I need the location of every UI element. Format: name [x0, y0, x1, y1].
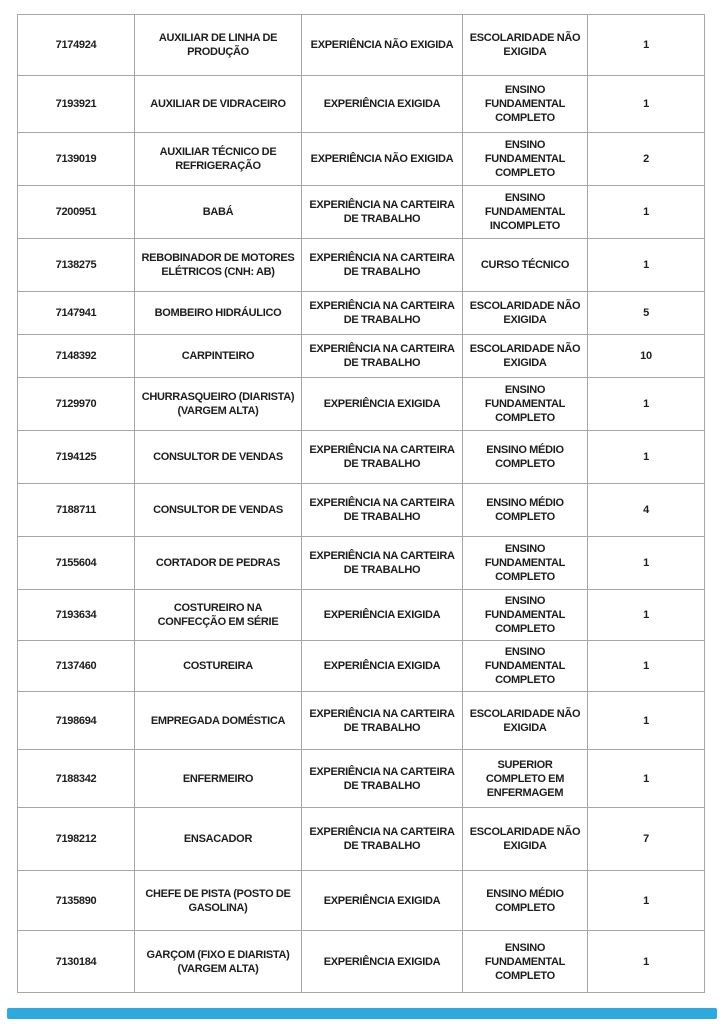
table-row — [18, 641, 705, 692]
experience-requirement-cell: EXPERIÊNCIA EXIGIDA — [302, 871, 463, 931]
experience-requirement-cell: EXPERIÊNCIA NA CARTEIRA DE TRABALHO — [302, 808, 463, 871]
openings-count-cell: 5 — [588, 292, 705, 335]
openings-count-cell: 1 — [588, 590, 705, 641]
vacancy-id-cell: 7193634 — [18, 590, 135, 641]
table-row — [18, 378, 705, 431]
vacancy-id-cell: 7198212 — [18, 808, 135, 871]
experience-requirement-cell: EXPERIÊNCIA EXIGIDA — [302, 931, 463, 993]
vacancy-id-cell: 7139019 — [18, 133, 135, 186]
occupation-cell: COSTUREIRO NA CONFECÇÃO EM SÉRIE — [135, 590, 302, 641]
table-row — [18, 239, 705, 292]
vacancy-id-cell: 7129970 — [18, 378, 135, 431]
openings-count-cell: 1 — [588, 641, 705, 692]
vacancy-id-cell: 7147941 — [18, 292, 135, 335]
experience-requirement-cell: EXPERIÊNCIA NÃO EXIGIDA — [302, 133, 463, 186]
openings-count-cell: 2 — [588, 133, 705, 186]
job-table-body — [18, 15, 705, 993]
education-requirement-cell: ENSINO MÉDIO COMPLETO — [463, 484, 588, 537]
occupation-cell: COSTUREIRA — [135, 641, 302, 692]
experience-requirement-cell: EXPERIÊNCIA NA CARTEIRA DE TRABALHO — [302, 692, 463, 750]
table-row — [18, 186, 705, 239]
vacancy-id-cell: 7198694 — [18, 692, 135, 750]
openings-count-cell: 10 — [588, 335, 705, 378]
education-requirement-cell: ENSINO FUNDAMENTAL COMPLETO — [463, 590, 588, 641]
occupation-cell: ENSACADOR — [135, 808, 302, 871]
table-row — [18, 537, 705, 590]
education-requirement-cell: CURSO TÉCNICO — [463, 239, 588, 292]
occupation-cell: AUXILIAR DE VIDRACEIRO — [135, 76, 302, 133]
education-requirement-cell: ENSINO FUNDAMENTAL INCOMPLETO — [463, 186, 588, 239]
education-requirement-cell: ESCOLARIDADE NÃO EXIGIDA — [463, 808, 588, 871]
openings-count-cell: 1 — [588, 431, 705, 484]
openings-count-cell: 1 — [588, 692, 705, 750]
vacancy-id-cell: 7135890 — [18, 871, 135, 931]
table-row — [18, 808, 705, 871]
experience-requirement-cell: EXPERIÊNCIA NA CARTEIRA DE TRABALHO — [302, 186, 463, 239]
table-row — [18, 750, 705, 808]
vacancy-id-cell: 7188342 — [18, 750, 135, 808]
openings-count-cell: 4 — [588, 484, 705, 537]
experience-requirement-cell: EXPERIÊNCIA EXIGIDA — [302, 378, 463, 431]
experience-requirement-cell: EXPERIÊNCIA EXIGIDA — [302, 590, 463, 641]
experience-requirement-cell: EXPERIÊNCIA EXIGIDA — [302, 641, 463, 692]
vacancy-id-cell: 7200951 — [18, 186, 135, 239]
education-requirement-cell: ENSINO FUNDAMENTAL COMPLETO — [463, 76, 588, 133]
table-row — [18, 335, 705, 378]
experience-requirement-cell: EXPERIÊNCIA NA CARTEIRA DE TRABALHO — [302, 537, 463, 590]
occupation-cell: REBOBINADOR DE MOTORES ELÉTRICOS (CNH: AB) — [135, 239, 302, 292]
openings-count-cell: 1 — [588, 186, 705, 239]
experience-requirement-cell: EXPERIÊNCIA NA CARTEIRA DE TRABALHO — [302, 292, 463, 335]
vacancy-id-cell: 7138275 — [18, 239, 135, 292]
experience-requirement-cell: EXPERIÊNCIA NA CARTEIRA DE TRABALHO — [302, 484, 463, 537]
table-row — [18, 590, 705, 641]
occupation-cell: BABÁ — [135, 186, 302, 239]
experience-requirement-cell: EXPERIÊNCIA EXIGIDA — [302, 76, 463, 133]
experience-requirement-cell: EXPERIÊNCIA NÃO EXIGIDA — [302, 15, 463, 76]
education-requirement-cell: ESCOLARIDADE NÃO EXIGIDA — [463, 692, 588, 750]
occupation-cell: CHURRASQUEIRO (DIARISTA) (VARGEM ALTA) — [135, 378, 302, 431]
education-requirement-cell: ESCOLARIDADE NÃO EXIGIDA — [463, 292, 588, 335]
openings-count-cell: 1 — [588, 76, 705, 133]
job-vacancies-table — [17, 14, 705, 993]
occupation-cell: AUXILIAR DE LINHA DE PRODUÇÃO — [135, 15, 302, 76]
occupation-cell: CHEFE DE PISTA (POSTO DE GASOLINA) — [135, 871, 302, 931]
vacancy-id-cell: 7193921 — [18, 76, 135, 133]
education-requirement-cell: ENSINO FUNDAMENTAL COMPLETO — [463, 378, 588, 431]
vacancy-id-cell: 7174924 — [18, 15, 135, 76]
vacancy-id-cell: 7194125 — [18, 431, 135, 484]
occupation-cell: ENFERMEIRO — [135, 750, 302, 808]
table-row — [18, 871, 705, 931]
occupation-cell: AUXILIAR TÉCNICO DE REFRIGERAÇÃO — [135, 133, 302, 186]
table-row — [18, 431, 705, 484]
table-row — [18, 931, 705, 993]
experience-requirement-cell: EXPERIÊNCIA NA CARTEIRA DE TRABALHO — [302, 750, 463, 808]
table-row — [18, 76, 705, 133]
education-requirement-cell: ENSINO MÉDIO COMPLETO — [463, 431, 588, 484]
table-row — [18, 292, 705, 335]
vacancy-id-cell: 7148392 — [18, 335, 135, 378]
education-requirement-cell: ENSINO FUNDAMENTAL COMPLETO — [463, 641, 588, 692]
vacancy-id-cell: 7137460 — [18, 641, 135, 692]
occupation-cell: CARPINTEIRO — [135, 335, 302, 378]
education-requirement-cell: ENSINO FUNDAMENTAL COMPLETO — [463, 931, 588, 993]
education-requirement-cell: ESCOLARIDADE NÃO EXIGIDA — [463, 15, 588, 76]
openings-count-cell: 1 — [588, 15, 705, 76]
education-requirement-cell: ENSINO FUNDAMENTAL COMPLETO — [463, 133, 588, 186]
openings-count-cell: 1 — [588, 871, 705, 931]
education-requirement-cell: SUPERIOR COMPLETO EM ENFERMAGEM — [463, 750, 588, 808]
openings-count-cell: 1 — [588, 378, 705, 431]
openings-count-cell: 1 — [588, 750, 705, 808]
vacancy-id-cell: 7155604 — [18, 537, 135, 590]
education-requirement-cell: ESCOLARIDADE NÃO EXIGIDA — [463, 335, 588, 378]
openings-count-cell: 7 — [588, 808, 705, 871]
openings-count-cell: 1 — [588, 537, 705, 590]
occupation-cell: BOMBEIRO HIDRÁULICO — [135, 292, 302, 335]
horizontal-scrollbar[interactable] — [7, 1008, 717, 1019]
experience-requirement-cell: EXPERIÊNCIA NA CARTEIRA DE TRABALHO — [302, 335, 463, 378]
occupation-cell: EMPREGADA DOMÉSTICA — [135, 692, 302, 750]
openings-count-cell: 1 — [588, 931, 705, 993]
table-row — [18, 15, 705, 76]
occupation-cell: CONSULTOR DE VENDAS — [135, 484, 302, 537]
table-row — [18, 133, 705, 186]
vacancy-id-cell: 7130184 — [18, 931, 135, 993]
experience-requirement-cell: EXPERIÊNCIA NA CARTEIRA DE TRABALHO — [302, 431, 463, 484]
vacancy-id-cell: 7188711 — [18, 484, 135, 537]
education-requirement-cell: ENSINO MÉDIO COMPLETO — [463, 871, 588, 931]
table-row — [18, 692, 705, 750]
occupation-cell: GARÇOM (FIXO E DIARISTA) (VARGEM ALTA) — [135, 931, 302, 993]
table-row — [18, 484, 705, 537]
education-requirement-cell: ENSINO FUNDAMENTAL COMPLETO — [463, 537, 588, 590]
experience-requirement-cell: EXPERIÊNCIA NA CARTEIRA DE TRABALHO — [302, 239, 463, 292]
openings-count-cell: 1 — [588, 239, 705, 292]
occupation-cell: CONSULTOR DE VENDAS — [135, 431, 302, 484]
occupation-cell: CORTADOR DE PEDRAS — [135, 537, 302, 590]
